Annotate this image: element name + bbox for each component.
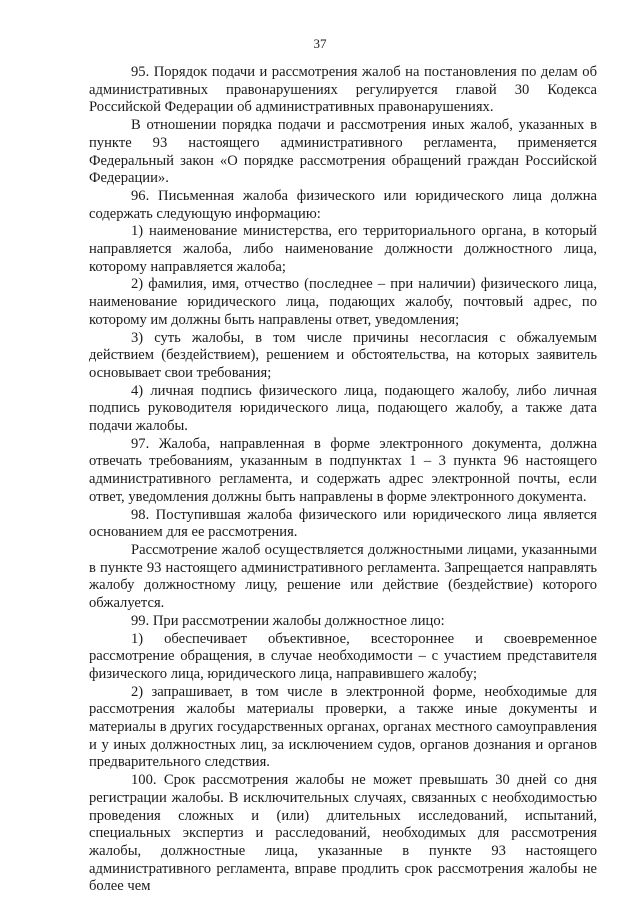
paragraph: 95. Порядок подачи и рассмотрения жалоб на постановления по делам об административных правонарушениях регулируется главой 30 Кодекса Российской Федерации об административных правонарушениях. — [89, 64, 597, 116]
body-text — [89, 64, 597, 896]
page-number: 37 — [313, 36, 327, 51]
paragraph: 4) личная подпись физического лица, подающего жалобу, либо личная подпись руководителя юридического лица, подающего жалобу, а также дата подачи жалобы. — [89, 382, 597, 435]
paragraph: 3) суть жалобы, в том числе причины несогласия с обжалуемым действием (бездействием), решением и обстоятельства, на которых заявитель основывает свои требования; — [89, 329, 597, 381]
paragraph: 2) фамилия, имя, отчество (последнее – при наличии) физического лица, наименование юридического лица, подающих жалобу, почтовый адрес, по которому им должны быть направлены ответ, уведомления; — [89, 276, 597, 328]
paragraph: 97. Жалоба, направленная в форме электронного документа, должна отвечать требованиям, указанным в подпунктах 1 – 3 пункта 96 настоящего административного регламента, и содержать адрес электронной почты, если ответ, уведомления должны быть направлены в форме электронного документа. — [89, 435, 597, 505]
paragraph: Рассмотрение жалоб осуществляется должностными лицами, указанными в пункте 93 настоящего административного регламента. Запрещается направлять жалобу должностному лицу, решение или действие (бездействие) которого обжалуется. — [89, 541, 597, 612]
paragraph: 1) обеспечивает объективное, всестороннее и своевременное рассмотрение обращения, в случае необходимости – с участием представителя физического лица, юридического лица, направившего жалобу; — [89, 630, 597, 682]
paragraph: 96. Письменная жалоба физического или юридического лица должна содержать следующую информацию: — [89, 187, 597, 222]
paragraph: 2) запрашивает, в том числе в электронной форме, необходимые для рассмотрения жалобы материалы проверки, а также иные документы и материалы в других государственных органах, органах местного самоуправления и у иных должностных лиц, за исключением судов, органов дознания и органов предварительного следствия. — [89, 683, 597, 771]
paragraph: 99. При рассмотрении жалобы должностное лицо: — [131, 612, 445, 629]
paragraph: В отношении порядка подачи и рассмотрения иных жалоб, указанных в пункте 93 настоящего административного регламента, применяется Федеральный закон «О порядке рассмотрения обращений граждан Российской Федерации». — [89, 117, 597, 187]
paragraph: 1) наименование министерства, его территориального органа, в который направляется жалоба, либо наименование должности должностного лица, которому направляется жалоба; — [89, 223, 597, 275]
paragraph: 100. Срок рассмотрения жалобы не может превышать 30 дней со дня регистрации жалобы. В исключительных случаях, связанных с необходимостью проведения сложных и (или) длительных исследований, испытаний, специальных экспертиз и расследований, необходимых для рассмотрения жалобы, должностные лица, указанные в пункте 93 настоящего административного регламента, вправе продлить срок рассмотрения жалобы не более чем — [89, 772, 597, 895]
paragraph: 98. Поступившая жалоба физического или юридического лица является основанием для ее рассмотрения. — [89, 506, 597, 541]
